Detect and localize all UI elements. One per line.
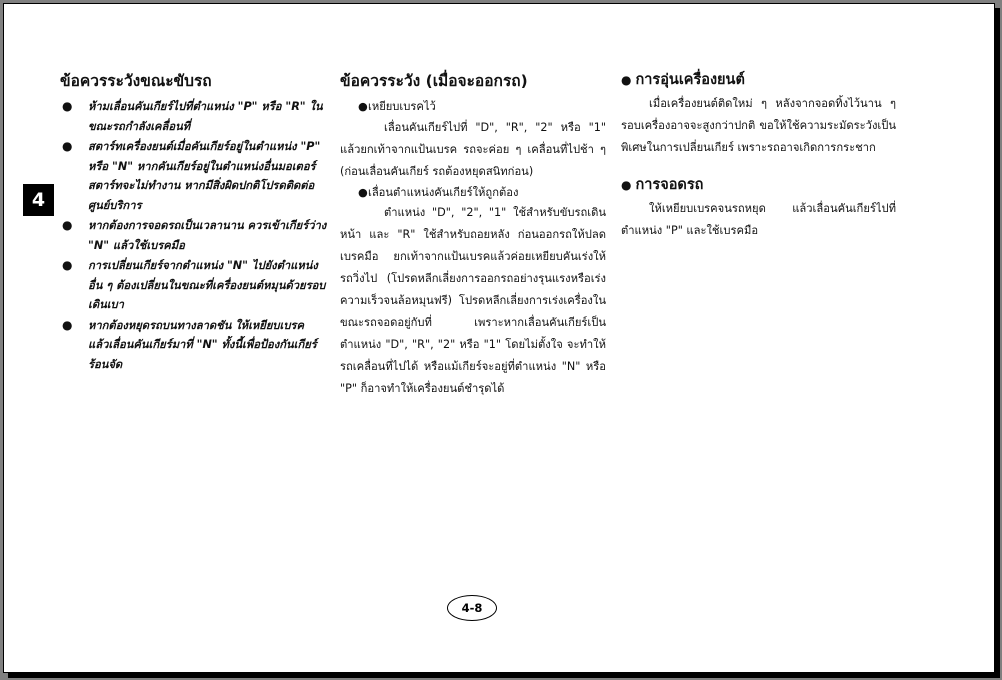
bullet-icon: ●	[62, 258, 73, 272]
chapter-tab: 4	[23, 184, 54, 216]
bullet-icon: ●	[621, 178, 632, 192]
bullet-icon: ●	[358, 185, 368, 199]
list-item: ● หากต้องหยุดรถบนทางลาดชัน ให้เหยียบเบรค แล้วเลื่อนคันเกียร์มาที่ "N" ทั้งนี้เพื่อป้องกันเกียร์ร้อนจัด	[62, 317, 317, 371]
bullet-icon: ●	[358, 100, 368, 113]
paragraph: เลื่อนคันเกียร์ไปที่ "D", "R", "2" หรือ "1" แล้วยกเท้าจากแป้นเบรค รถจะค่อย ๆ เคลื่อนที่ไปช้า ๆ (ก่อนเลื่อนคันเกียร์ รถต้องหยุดสนิทก่อน)	[340, 120, 606, 178]
manual-page	[3, 3, 995, 673]
section-heading: ข้อควรระวัง (เมื่อจะออกรถ)	[340, 72, 528, 90]
column-starting-precautions	[340, 68, 606, 400]
subsection-title: ● เลื่อนตำแหน่งคันเกียร์ให้ถูกต้อง	[340, 183, 606, 203]
section-heading: ● การอุ่นเครื่องยนต์	[621, 72, 745, 88]
section-heading: ข้อควรระวังขณะขับรถ	[60, 72, 212, 90]
list-item: ● สตาร์ทเครื่องยนต์เมื่อคันเกียร์อยู่ในตำแหน่ง "P" หรือ "N" หากคันเกียร์อยู่ในตำแหน่งอื่นมอเตอร์สตาร์ทจะไม่ทำงาน หากมีสิ่งผิดปกติโปรดติดต่อศูนย์บริการ	[62, 139, 321, 212]
bullet-icon: ●	[62, 317, 73, 332]
bullet-icon: ●	[62, 99, 73, 113]
precaution-list	[60, 97, 328, 374]
paragraph: ให้เหยียบเบรคจนรถหยุด แล้วเลื่อนคันเกียร์ไปที่ตำแหน่ง "P" และใช้เบรคมือ	[621, 202, 896, 237]
bullet-icon: ●	[621, 73, 632, 87]
column-warmup-parking	[621, 68, 896, 242]
list-item: ● การเปลี่ยนเกียร์จากตำแหน่ง "N" ไปยังตำแหน่งอื่น ๆ ต้องเปลี่ยนในขณะที่เครื่องยนต์หมุนด้วยรอบเดินเบา	[62, 258, 326, 311]
list-item: ● หากต้องการจอดรถเป็นเวลานาน ควรเข้าเกียร์ว่าง "N" แล้วใช้เบรคมือ	[62, 218, 327, 252]
list-item: ● ห้ามเลื่อนคันเกียร์ไปที่ตำแหน่ง "P" หรือ "R" ในขณะรถกำลังเคลื่อนที่	[62, 99, 323, 133]
paragraph: เมื่อเครื่องยนต์ติดใหม่ ๆ หลังจากจอดทิ้งไว้นาน ๆ รอบเครื่องอาจจะสูงกว่าปกติ ขอให้ใช้ความระมัดระวังเป็นพิเศษในการเปลี่ยนเกียร์ เพราะรถอาจเกิดการกระชาก	[621, 97, 896, 154]
subsection-title: ● เหยียบเบรคไว้	[340, 97, 606, 117]
bullet-icon: ●	[62, 139, 73, 153]
bullet-icon: ●	[62, 218, 73, 232]
column-driving-precautions	[60, 68, 328, 375]
paragraph: ตำแหน่ง "D", "2", "1" ใช้สำหรับขับรถเดินหน้า และ "R" ใช้สำหรับถอยหลัง ก่อนออกรถให้ปลดเบรคมือ ยกเท้าจากแป้นเบรคแล้วค่อยเหยียบคันเร่งให้รถวิ่งไป (โปรดหลีกเลี่ยงการออกรถอย่างรุนแรงหรือเร่งความเร็วจนล้อหมุนฟรี) โปรดหลีกเลี่ยงการเร่งเครื่องในขณะรถจอดอยู่กับที่ เพราะหากเลื่อนคันเกียร์เป็นตำแหน่ง "D", "R", "2" หรือ "1" โดยไม่ตั้งใจ จะทำให้รถเคลื่อนที่ไปได้ หรือแม้เกียร์จะอยู่ที่ตำแหน่ง "N" หรือ "P" ก็อาจทำให้เครื่องยนต์ชำรุดได้	[340, 206, 606, 395]
section-heading: ● การจอดรถ	[621, 177, 704, 193]
page-number: 4-8	[447, 595, 497, 621]
